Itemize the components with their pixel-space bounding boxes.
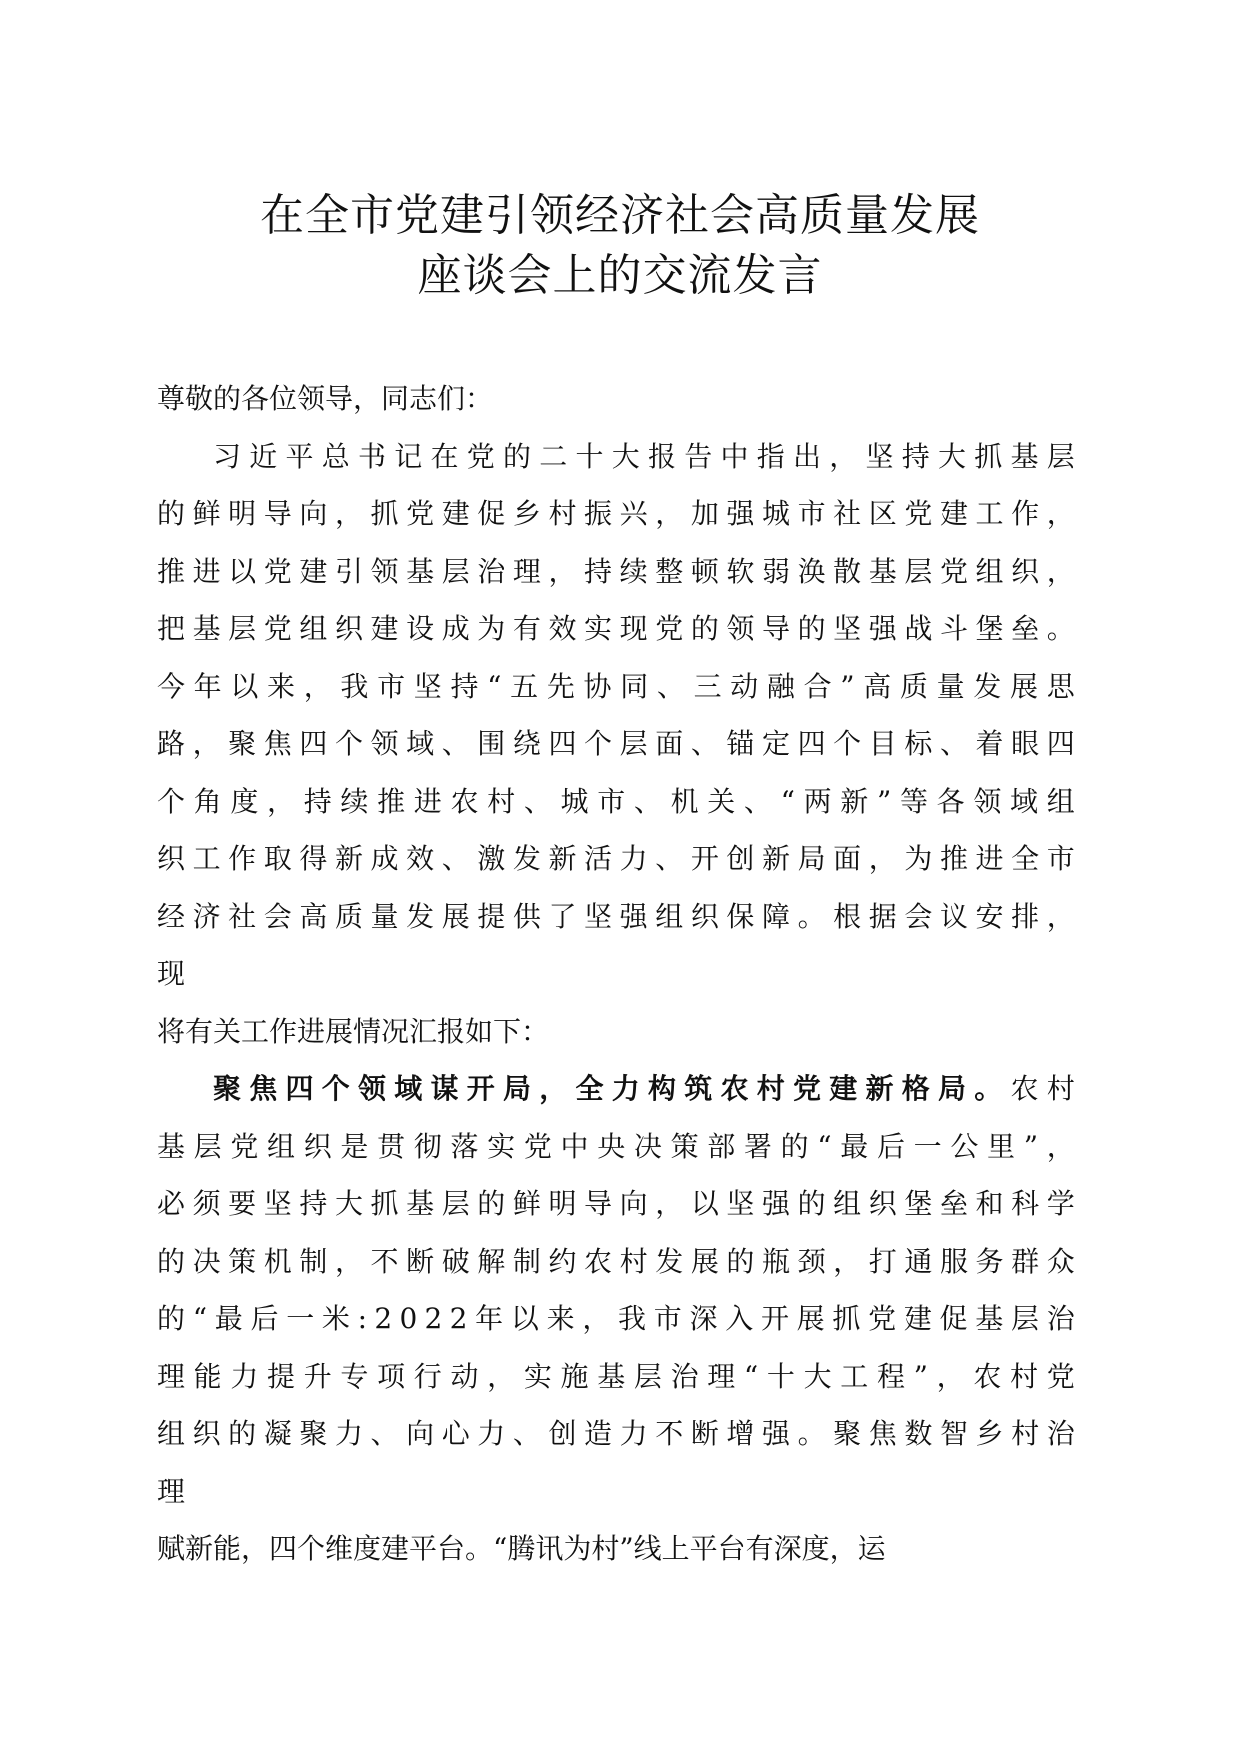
paragraph-intro-text: 习近平总书记在党的二十大报告中指出，坚持大抓基层的鲜明导向，抓党建促乡村振兴，加强城市社区党建工作，推进以党建引领基层治理，持续整顿软弱涣散基层党组织，把基层党组织建设成为有效实现党的领导的坚强战斗堡垒。今年以来，我市坚持“五先协同、三动融合”高质量发展思路，聚焦四个领域、围绕四个层面、锚定四个目标、着眼四个角度，持续推进农村、城市、机关、“两新”等各领域组织工作取得新成效、激发新活力、开创新局面，为推进全市经济社会高质量发展提供了坚强组织保障。根据会议安排，现 [157,439,1082,990]
paragraph-rural-party-building [157,1060,1082,1578]
paragraph-intro-tail: 将有关工作进展情况汇报如下： [157,1014,550,1048]
document-title [0,186,1240,306]
paragraph-intro [157,428,1082,1061]
paragraph-rural-text: 农村基层党组织是贯彻落实党中央决策部署的“最后一公里”，必须要坚持大抓基层的鲜明导向，以坚强的组织堡垒和科学的决策机制，不断破解制约农村发展的瓶颈，打通服务群众的“最后一米:2022年以来，我市深入开展抓党建促基层治理能力提升专项行动，实施基层治理“十大工程”，农村党组织的凝聚力、向心力、创造力不断增强。聚焦数智乡村治理 [157,1072,1082,1508]
salutation: 尊敬的各位领导，同志们： [157,382,494,415]
paragraph-rural-tail: 赋新能，四个维度建平台。“腾讯为村”线上平台有深度，运 [157,1532,886,1565]
title-line-1: 在全市党建引领经济社会高质量发展 [260,190,980,241]
title-line-2: 座谈会上的交流发言 [417,250,823,301]
section-heading: 聚焦四个领域谋开局，全力构筑农村党建新格局。 [213,1072,1011,1105]
document-body [157,370,1082,1578]
